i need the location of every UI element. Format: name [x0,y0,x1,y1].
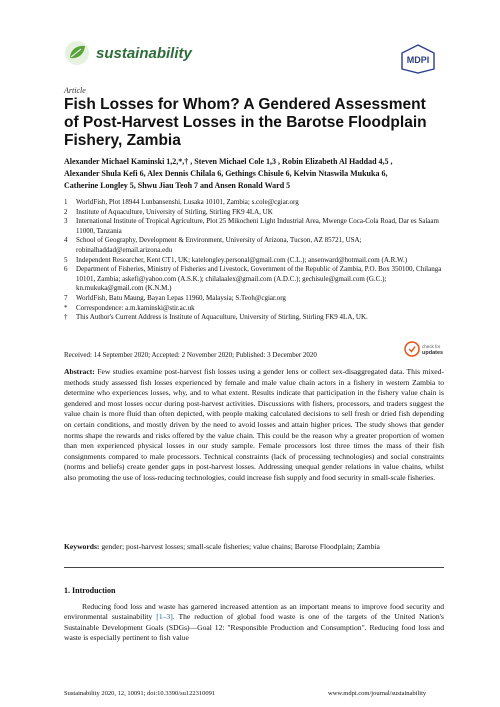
footer-citation: Sustainability 2020, 12, 10091; doi:10.3390/su122310091 [64,690,216,697]
affiliation-item: 1 WorldFish, Plot 18944 Lunbansenshi, Lusaka 10101, Zambia; s.cole@cgiar.org [64,198,299,206]
authors-line-1[interactable]: Alexander Michael Kaminski 1,2,*,† , Steven Michael Cole 1,3 , Robin Elizabeth Al Haddad 4,5 , [64,157,393,166]
section-heading-introduction: 1. Introduction [64,586,116,595]
footer-journal-url[interactable]: www.mdpi.com/journal/sustainability [328,690,427,697]
authors-line-3[interactable]: Catherine Longley 5, Shwu Jiau Teoh 7 and Ansen Ronald Ward 5 [64,181,291,190]
abstract-label: Abstract: [64,367,95,376]
author-list [64,156,444,192]
journal-name[interactable]: sustainability [96,45,192,62]
publisher-name: MDPI [406,55,430,65]
abstract [64,367,444,484]
affiliation-item: 7 WorldFish, Batu Maung, Bayan Lepas 11960, Malaysia; S.Teoh@cgiar.org [64,293,286,302]
affiliation-item: * Correspondence: a.m.kaminski@stir.ac.uk [64,303,195,312]
abstract-text: Few studies examine post-harvest fish losses using a gender lens or collect sex-disaggregated data. This mixed-methods study assessed fish losses experienced by female and male value chain actors in a fishery in western Zambia to determine who experiences losses, why, and to what extent. Results indicate that participation in the fishery value chain is gendered and most losses occur during post-harvest activities. Discussions with fishers, processors, and traders suggest the value chain is more fluid than often depicted, with people making calculated decisions to sell fresh or dried fish depending on certain conditions, and mostly driven by the need to avoid losses and attain higher prices. The study shows that gender norms shape the rewards and risks offered by the value chain. This could be the reason why a greater proportion of women than men experienced physical losses in our study sample. Female processors lost three times the mass of their fish consignments compared to male processors. Technical constraints (lack of processing technologies) and social constraints (norms and beliefs) create gender gaps in post-harvest losses. Addressing unequal gender relations in value chains, whilst also promoting the use of loss-reducing technologies, could increase fish supply and food security in small-scale fisheries. [64,367,444,482]
check-updates-icon [405,342,419,356]
mdpi-logo-icon [400,44,436,74]
affiliation-item: † This Author's Current Address is Institute of Aquaculture, University of Stirling, Stirling FK9 4LA, UK. [64,313,368,322]
affiliation-item: 2 Institute of Aquaculture, University of Stirling, Stirling FK9 4LA, UK [64,207,273,216]
publisher-logo[interactable] [400,44,436,74]
introduction-paragraph: Reducing food loss and waste has garnered increased attention as an important means to improve food security and environmental sustainability [1–3]. The reduction of global food waste is one of the targets of the United Nation's Sustainable Development Goals (SDGs)—Goal 12: "Responsible Production and Consumption". Reducing food loss and waste is especially pertinent to fish value [64,602,445,643]
keywords-label: Keywords: [64,542,100,551]
check-for-updates-badge[interactable] [404,340,444,358]
publication-dates: Received: 14 September 2020; Accepted: 2 November 2020; Published: 3 December 2020 [64,351,317,359]
affiliation-item: 4 School of Geography, Development & Environment, University of Arizona, Tucson, AZ 85721, USA; robinalhaddad@email.arizona.edu [64,236,362,254]
section-divider [64,567,444,568]
check-updates-line1: check for [422,344,441,349]
check-updates-line2: updates [422,350,444,356]
article-type: Article [64,86,86,95]
affiliation-item: 3 International Institute of Tropical Agriculture, Plot 25 Mikocheni Light Industrial Area, Mwenge Coca-Cola Road, Dar es Salaam 11000, Tanzania [64,217,439,235]
keywords [64,542,444,552]
affiliation-item: 5 Independent Researcher, Kent CT1, UK; katelongley.personal@gmail.com (C.L.); ansenward@hotmail.com (A.R.W.) [64,255,408,264]
keywords-text: gender; post-harvest losses; small-scale fisheries; value chains; Barotse Floodplain; Zambia [101,542,380,551]
affiliations [64,198,454,323]
citation-link[interactable]: [1–3] [156,612,173,622]
authors-line-2[interactable]: Alexander Shula Kefi 6, Alex Dennis Chilala 6, Gethings Chisule 6, Kelvin Ntaswila Mukuka 6, [64,169,388,178]
article-title: Fish Losses for Whom? A Gendered Assessment of Post-Harvest Losses in the Barotse Floodplain Fishery, Zambia [64,96,427,149]
journal-leaf-logo-icon [64,40,90,66]
affiliation-item: 6 Department of Fisheries, Ministry of Fisheries and Livestock, Government of the Republic of Zambia, P.O. Box 350100, Chilanga 10101, Zambia; askefi@yahoo.com (A.S.K.); chilalaalex@gmail.com (A.D.C.); gechisule@gmail.com (G.C.); kn.mukuka@gmail.com (K.N.M.) [64,265,442,293]
